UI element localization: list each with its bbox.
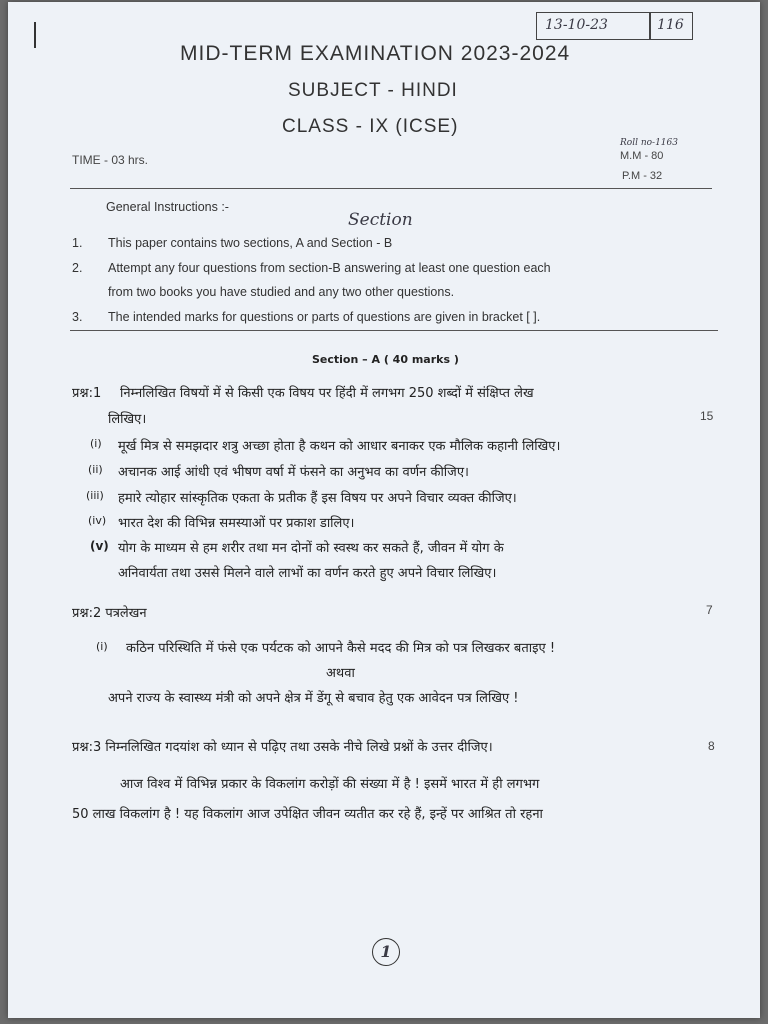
q1-line1: निम्नलिखित विषयों में से किसी एक विषय पर हिंदी में लगभग 250 शब्दों में संक्षिप्त लेख xyxy=(120,386,534,401)
instruction-2-line1: Attempt any four questions from section-B answering at least one question each xyxy=(108,261,551,275)
q3-passage-line2: 50 लाख विकलांग है ! यह विकलांग आज उपेक्षित जीवन व्यतीत कर रहे हैं, इन्हें पर आश्रित तो रहना xyxy=(72,807,543,822)
q1-option-5-num: (v) xyxy=(90,539,109,553)
q1-line2: लिखिए। xyxy=(108,412,147,427)
q1-marks: 15 xyxy=(700,409,714,423)
stamp-roll: 116 xyxy=(657,17,684,33)
section-a-heading: Section – A ( 40 marks ) xyxy=(312,353,459,366)
q2-option-num: (i) xyxy=(96,640,108,653)
stamp-date: 13-10-23 xyxy=(545,17,608,33)
instruction-2-num: 2. xyxy=(72,261,83,275)
header-rule xyxy=(70,188,712,189)
instruction-1-num: 1. xyxy=(72,236,83,250)
instruction-3-num: 3. xyxy=(72,310,83,324)
q2-marks: 7 xyxy=(706,603,713,617)
subject-title: SUBJECT - HINDI xyxy=(288,80,458,101)
instruction-3-text: The intended marks for questions or parts of questions are given in bracket [ ]. xyxy=(108,310,541,324)
instructions-heading: General Instructions :- xyxy=(106,200,229,214)
class-title: CLASS - IX (ICSE) xyxy=(282,116,459,137)
pass-marks: P.M - 32 xyxy=(622,170,663,182)
time-label: TIME - 03 hrs. xyxy=(72,153,149,167)
q2-alternative: अपने राज्य के स्वास्थ्य मंत्री को अपने क्षेत्र में डेंगू से बचाव हेतु एक आवेदन पत्र लिखिए ! xyxy=(108,691,519,706)
q1-option-2-text: अचानक आई आंधी एवं भीषण वर्षा में फंसने का अनुभव का वर्णन कीजिए। xyxy=(118,465,469,480)
instructions-rule xyxy=(70,330,718,331)
q2-option-text: कठिन परिस्थिति में फंसे एक पर्यटक को आपने कैसे मदद की मित्र को पत्र लिखकर बताइए ! xyxy=(126,641,556,656)
q3-passage-line1: आज विश्व में विभिन्न प्रकार के विकलांग करोड़ों की संख्या में है ! इसमें भारत में ही लगभग xyxy=(120,777,540,792)
q3-marks: 8 xyxy=(708,739,715,753)
exam-paper xyxy=(8,2,760,1018)
page-number-text: 1 xyxy=(380,942,392,961)
date-roll-stamp xyxy=(536,12,693,40)
q3-label: प्रश्न:3 निम्नलिखित गदयांश को ध्यान से पढ़िए तथा उसके नीचे लिखे प्रश्नों के उत्तर दीजिए। xyxy=(72,740,493,755)
q1-option-4-num: (iv) xyxy=(88,514,107,527)
q2-label: प्रश्न:2 पत्रलेखन xyxy=(72,606,147,621)
q1-option-3-num: (iii) xyxy=(86,489,104,502)
q2-or: अथवा xyxy=(326,666,355,681)
q1-option-3-text: हमारे त्योहार सांस्कृतिक एकता के प्रतीक हैं इस विषय पर अपने विचार व्यक्त कीजिए। xyxy=(118,491,517,506)
stamp-divider xyxy=(649,13,651,39)
instruction-1-text: This paper contains two sections, A and Section - B xyxy=(108,236,393,250)
q1-label: प्रश्न:1 xyxy=(72,386,102,401)
q1-option-1-num: (i) xyxy=(90,437,102,450)
exam-title: MID-TERM EXAMINATION 2023-2024 xyxy=(180,42,571,65)
pen-mark xyxy=(34,22,36,48)
q1-option-5-line1: योग के माध्यम से हम शरीर तथा मन दोनों को स्वस्थ कर सकते हैं, जीवन में योग के xyxy=(118,541,504,556)
instruction-2-line2: from two books you have studied and any two other questions. xyxy=(108,285,455,299)
q1-option-4-text: भारत देश की विभिन्न समस्याओं पर प्रकाश डालिए। xyxy=(118,516,355,531)
q1-option-1-text: मूर्ख मित्र से समझदार शत्रु अच्छा होता है कथन को आधार बनाकर एक मौलिक कहानी लिखिए। xyxy=(118,439,561,454)
max-marks: M.M - 80 xyxy=(620,150,664,162)
page-number xyxy=(372,938,400,966)
q1-option-5-line2: अनिवार्यता तथा उससे मिलने वाले लाभों का वर्णन करते हुए अपने विचार लिखिए। xyxy=(118,566,497,581)
handwritten-section: Section xyxy=(348,210,413,230)
q1-option-2-num: (ii) xyxy=(88,463,103,476)
roll-note: Roll no-1163 xyxy=(620,138,678,148)
